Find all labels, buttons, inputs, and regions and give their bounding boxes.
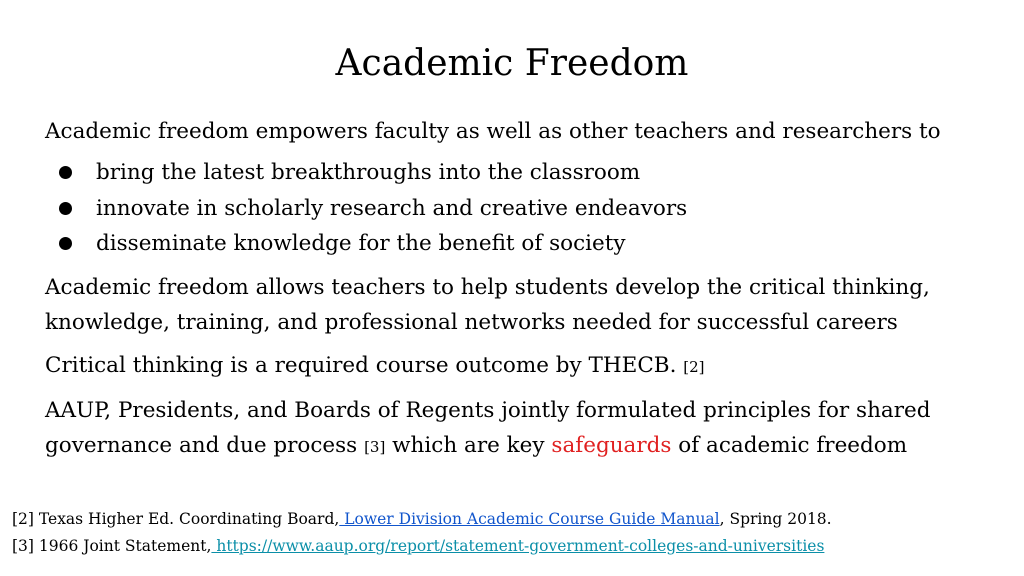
- governance-line-1: AAUP, Presidents, and Boards of Regents jointly formulated principles for shared: [45, 397, 931, 423]
- course-guide-manual-link[interactable]: Lower Division Academic Course Guide Manual: [339, 510, 720, 528]
- governance-paragraph: [45, 393, 995, 465]
- thecb-paragraph: [45, 348, 995, 385]
- thecb-text: Critical thinking is a required course outcome by THECB.: [45, 352, 677, 378]
- bullet-item: [45, 226, 995, 262]
- footnote-3-prefix: [3] 1966 Joint Statement,: [12, 537, 212, 555]
- bullet-text: innovate in scholarly research and creative endeavors: [96, 195, 688, 221]
- aaup-statement-link[interactable]: https://www.aaup.org/report/statement-government-colleges-and-universities: [211, 537, 825, 555]
- bullet-text: bring the latest breakthroughs into the classroom: [96, 160, 641, 185]
- reference-marker-3: [3]: [364, 437, 386, 456]
- footnote-2: [12, 506, 832, 533]
- safeguards-highlight: safeguards: [551, 432, 672, 458]
- governance-line-2-start: governance and due process: [45, 432, 358, 458]
- bullet-item: [45, 155, 995, 191]
- reference-marker-2: [2]: [683, 357, 705, 376]
- footnotes: [12, 506, 832, 560]
- careers-line-2: knowledge, training, and professional networks needed for successful careers: [45, 309, 898, 335]
- footnote-2-prefix: [2] Texas Higher Ed. Coordinating Board,: [12, 510, 340, 528]
- bullet-dot-icon: [59, 166, 72, 179]
- bullet-item: [45, 191, 995, 227]
- intro-paragraph: Academic freedom empowers faculty as well as other teachers and researchers to: [45, 119, 941, 144]
- bullet-dot-icon: [59, 202, 72, 215]
- governance-line-2-end: of academic freedom: [678, 432, 908, 458]
- bullet-dot-icon: [59, 237, 72, 250]
- governance-line-2-mid: which are key: [392, 432, 545, 458]
- slide-body: [45, 114, 995, 465]
- careers-line-1: Academic freedom allows teachers to help students develop the critical thinking,: [45, 274, 930, 300]
- bullet-text: disseminate knowledge for the benefit of society: [96, 231, 626, 256]
- careers-paragraph: [45, 270, 995, 340]
- bullet-list: [45, 155, 995, 262]
- slide-title: Academic Freedom: [335, 43, 689, 84]
- footnote-3: [12, 533, 832, 560]
- footnote-2-suffix: , Spring 2018.: [719, 510, 832, 528]
